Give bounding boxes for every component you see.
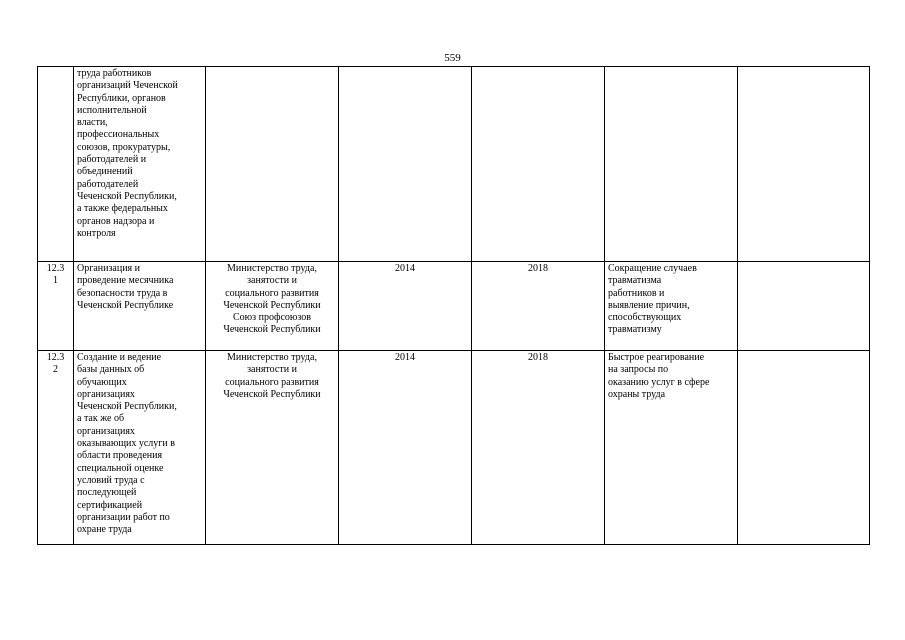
end-year-cell — [472, 67, 605, 262]
start-year-cell — [339, 67, 472, 262]
executor-cell: Министерство труда, занятости и социального развития Чеченской Республики — [206, 351, 339, 545]
measures-table — [37, 66, 870, 545]
expected-result-cell: Сокращение случаев травматизма работников и выявление причин, способствующих травматизму — [605, 262, 738, 351]
end-year-cell: 2018 — [472, 351, 605, 545]
end-year-cell: 2018 — [472, 262, 605, 351]
row-number-cell — [38, 67, 74, 262]
expected-result-cell: Быстрое реагирование на запросы по оказанию услуг в сфере охраны труда — [605, 351, 738, 545]
table-row — [38, 262, 870, 351]
measure-name-cell: Создание и ведение базы данных об обучающих организациях Чеченской Республики, а так же об организациях оказывающих услуги в области проведения специальной оценке условий труда с последующей сертификацией организации работ по охране труда — [74, 351, 206, 545]
extra-cell — [738, 262, 870, 351]
executor-cell: Министерство труда, занятости и социального развития Чеченской Республики Союз профсоюзов Чеченской Республики — [206, 262, 339, 351]
row-number-cell: 12.3 1 — [38, 262, 74, 351]
start-year-cell: 2014 — [339, 351, 472, 545]
table-row — [38, 351, 870, 545]
page-number: 559 — [444, 52, 461, 64]
start-year-cell: 2014 — [339, 262, 472, 351]
extra-cell — [738, 67, 870, 262]
measure-name-cell: Организация и проведение месячника безопасности труда в Чеченской Республике — [74, 262, 206, 351]
executor-cell — [206, 67, 339, 262]
row-number-cell: 12.3 2 — [38, 351, 74, 545]
measure-name-cell: труда работников организаций Чеченской Республики, органов исполнительной власти, профессиональных союзов, прокуратуры, работодателей и объединений работодателей Чеченской Республики, а также федеральных органов надзора и контроля — [74, 67, 206, 262]
table-row — [38, 67, 870, 262]
extra-cell — [738, 351, 870, 545]
expected-result-cell — [605, 67, 738, 262]
